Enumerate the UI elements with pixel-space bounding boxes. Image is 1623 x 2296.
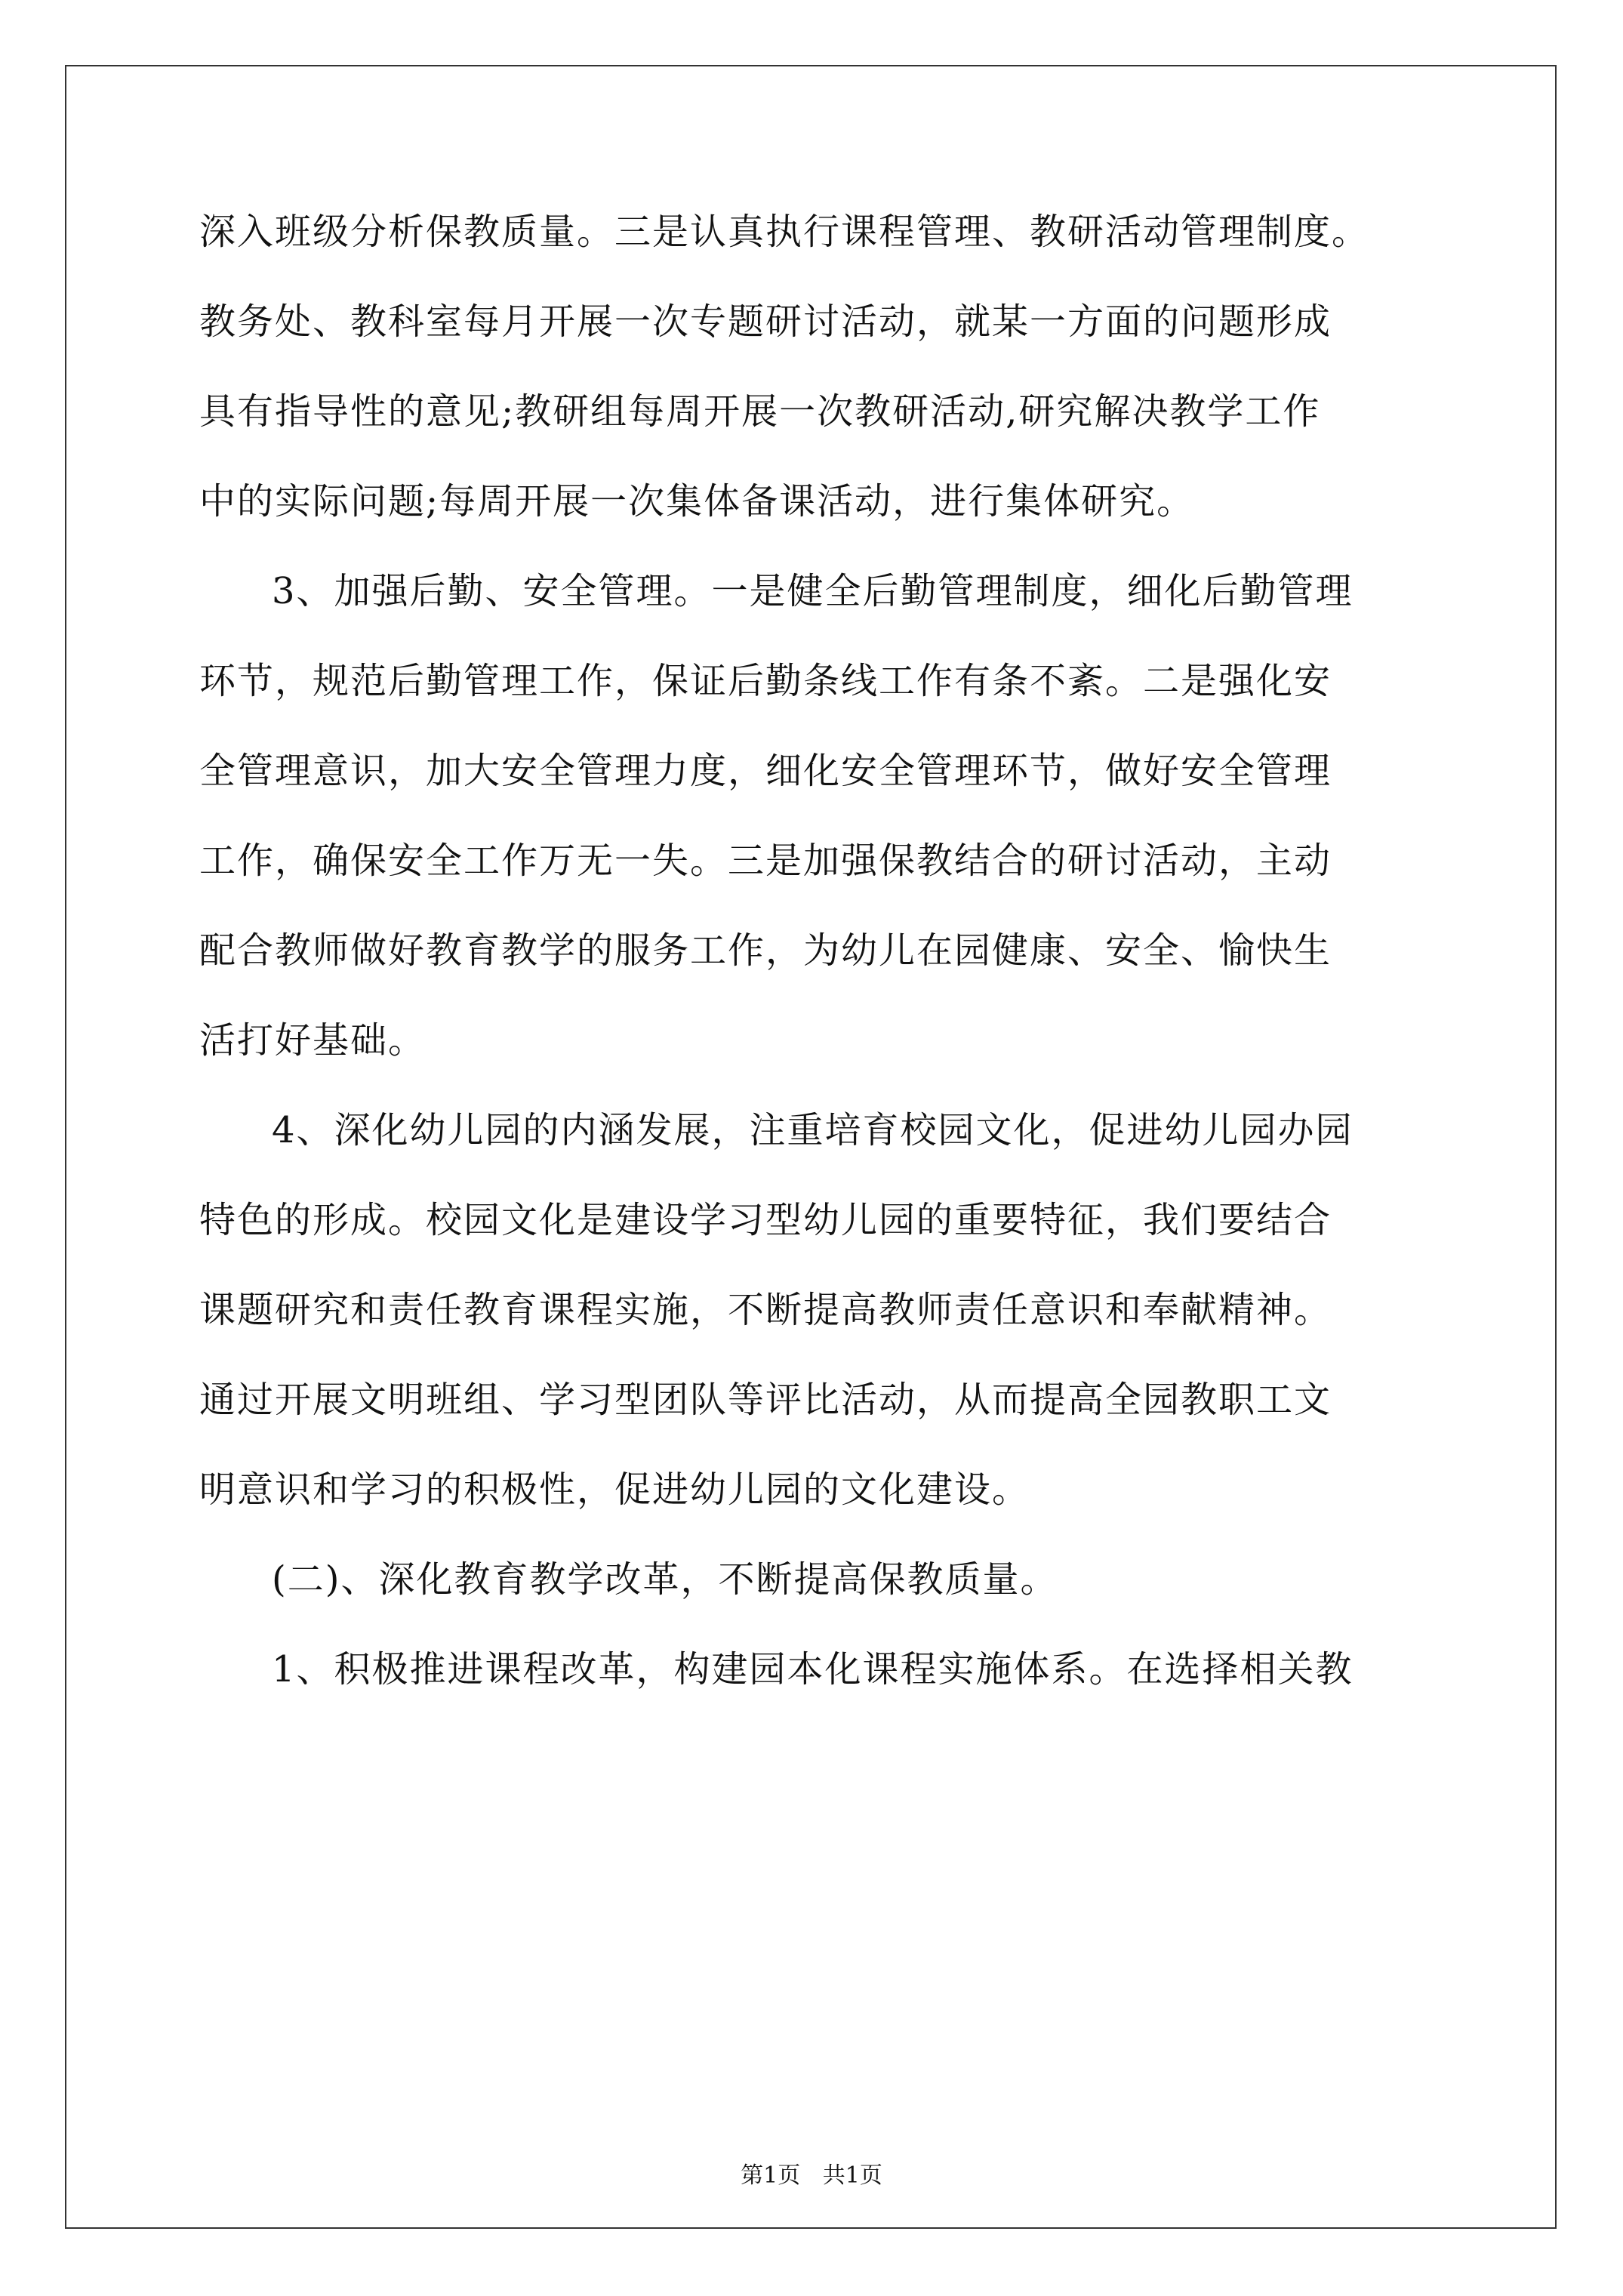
text-line: 3、加强后勤、安全管理。一是健全后勤管理制度，细化后勤管理 xyxy=(272,570,1354,612)
text-line: 课题研究和责任教育课程实施，不断提高教师责任意识和奉献精神。 xyxy=(199,1289,1332,1331)
text-line: 具有指导性的意见;教研组每周开展一次教研活动,研究解决教学工作 xyxy=(199,390,1321,433)
text-line: 中的实际问题;每周开展一次集体备课活动，进行集体研究。 xyxy=(199,480,1195,522)
text-line: 工作，确保安全工作万无一失。三是加强保教结合的研讨活动，主动 xyxy=(199,840,1332,882)
page-footer xyxy=(0,2161,1623,2191)
text-line: 全管理意识，加大安全管理力度，细化安全管理环节，做好安全管理 xyxy=(199,750,1332,792)
page-number: 第1页 xyxy=(741,2162,801,2189)
text-line: 深入班级分析保教质量。三是认真执行课程管理、教研活动管理制度。 xyxy=(199,211,1370,253)
text-line: 4、深化幼儿园的内涵发展，注重培育校园文化，促进幼儿园办园 xyxy=(272,1109,1354,1151)
text-line: 环节，规范后勤管理工作，保证后勤条线工作有条不紊。二是强化安 xyxy=(199,660,1332,702)
document-body xyxy=(199,187,1446,1715)
text-line: 通过开展文明班组、学习型团队等评比活动，从而提高全园教职工文 xyxy=(199,1379,1332,1421)
text-line: 明意识和学习的积极性，促进幼儿园的文化建设。 xyxy=(199,1469,1030,1511)
text-line: 配合教师做好教育教学的服务工作，为幼儿在园健康、安全、愉快生 xyxy=(199,929,1332,972)
text-line: 1、积极推进课程改革，构建园本化课程实施体系。在选择相关教 xyxy=(272,1648,1354,1690)
page-total: 共1页 xyxy=(822,2162,882,2189)
text-line: 教务处、教科室每月开展一次专题研讨活动，就某一方面的问题形成 xyxy=(199,300,1332,343)
text-line: (二)、深化教育教学改革，不断提高保教质量。 xyxy=(272,1558,1058,1601)
text-line: 活打好基础。 xyxy=(199,1019,427,1062)
text-line: 特色的形成。校园文化是建设学习型幼儿园的重要特征，我们要结合 xyxy=(199,1199,1332,1241)
